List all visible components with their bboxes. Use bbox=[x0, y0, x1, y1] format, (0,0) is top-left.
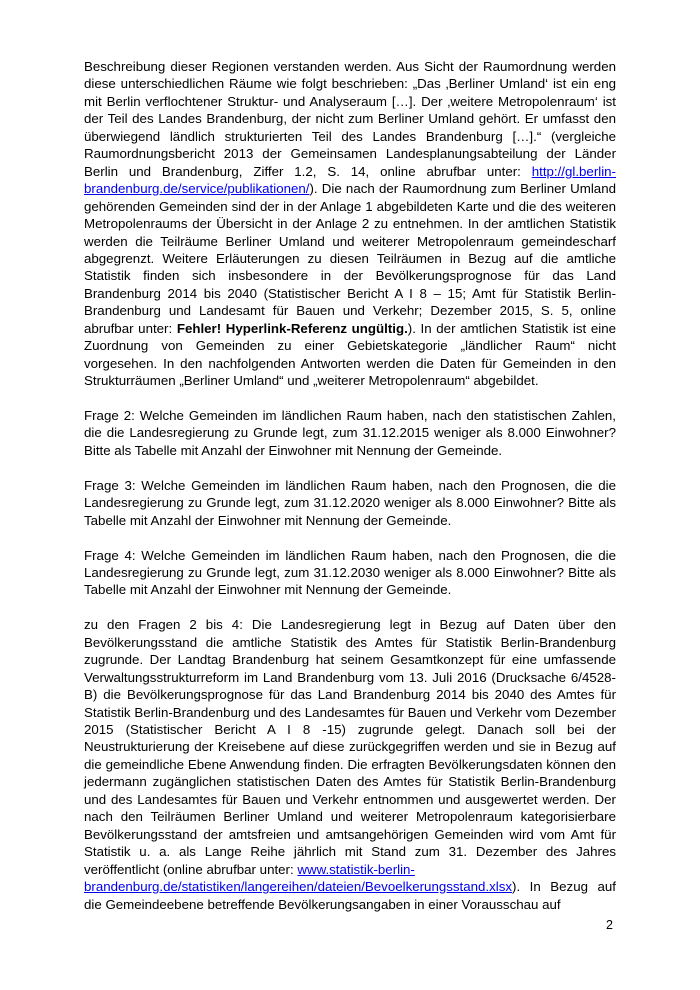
page-number: 2 bbox=[606, 918, 613, 932]
intro-text-2: ). Die nach der Raumordnung zum Berliner Umland gehörenden Gemeinden sind der in der Anlage 1 abgebildeten Karte und die des weiteren Metropolenraums der Übersicht in der Anlage 2 zu entnehmen. In der amtlichen Statistik werden die Teilräume Berliner Umland und weiterer Metropolenraum gemeindescharf abgegrenzt. Weitere Erläuterungen zu diesen Teilräumen in Bezug auf die amtliche Statistik finden sich insbesondere in der Bevölkerungsprognose für das Land Brandenburg 2014 bis 2040 (Statistischer Bericht A I 8 – 15; Amt für Statistik Berlin-Brandenburg und Landesamt für Bauen und Verkehr; Dezember 2015, S. 5, online abrufbar unter: bbox=[84, 181, 616, 336]
publikationen-link[interactable]: http://gl.berlin-brandenburg.de/service/publikationen/ bbox=[84, 163, 616, 197]
answer-text-2: ). In Bezug auf die Gemeindeebene betreffende Bevölkerungsangaben in einer Vorausschau auf bbox=[84, 879, 616, 912]
intro-paragraph bbox=[84, 58, 616, 390]
statistik-link-part-1[interactable]: www.statistik-berlin- bbox=[297, 861, 415, 877]
intro-text-3: ). In der amtlichen Statistik ist eine Zuordnung von Gemeinden zu einer Gebietskategorie „ländlicher Raum“ nicht vorgesehen. In den nachfolgenden Antworten werden die Daten für Gemeinden in den Strukturräumen „Berliner Umland“ und „weiterer Metropolenraum“ abgebildet. bbox=[84, 320, 616, 389]
hyperlink-error-text: Fehler! Hyperlink-Referenz ungültig. bbox=[176, 320, 408, 336]
statistik-link-part-2[interactable]: brandenburg.de/statistiken/langereihen/dateien/Bevoelkerungsstand.xlsx bbox=[84, 879, 513, 895]
question-3: Frage 3: Welche Gemeinden im ländlichen Raum haben, nach den Prognosen, die die Landesregierung zu Grunde legt, zum 31.12.2020 weniger als 8.000 Einwohner? Bitte als Tabelle mit Anzahl der Einwohner mit Nennung der Gemeinde. bbox=[84, 477, 616, 528]
question-4: Frage 4: Welche Gemeinden im ländlichen Raum haben, nach den Prognosen, die die Landesregierung zu Grunde legt, zum 31.12.2030 weniger als 8.000 Einwohner? Bitte als Tabelle mit Anzahl der Einwohner mit Nennung der Gemeinde. bbox=[84, 547, 616, 598]
answer-text-1: zu den Fragen 2 bis 4: Die Landesregierung legt in Bezug auf Daten über den Bevölkerungsstand die amtliche Statistik des Amtes für Statistik Berlin-Brandenburg zugrunde. Der Landtag Brandenburg hat seinem Gesamtkonzept für eine umfassende Verwaltungsstrukturreform im Land Brandenburg vom 13. Juli 2016 (Drucksache 6/4528-B) die Bevölkerungsprognose für das Land Brandenburg 2014 bis 2040 des Amtes für Statistik Berlin-Brandenburg und des Landesamtes für Bauen und Verkehr vom Dezember 2015 (Statistischer Bericht A I 8 -15) zugrunde gelegt. Danach soll bei der Neustrukturierung der Kreisebene auf diese zurückgegriffen werden und sie in Bezug auf die gemeindliche Ebene Anwendung finden. Die erfragten Bevölkerungsdaten können den jedermann zugänglichen statistischen Daten des Amtes für Statistik Berlin-Brandenburg und des Landesamtes für Bauen und Verkehr entnommen und ausgewertet werden. Der nach den Teilräumen Berliner Umland und weiterer Metropolenraum kategorisierbare Bevölkerungsstand der amtsfreien und amtsangehörigen Gemeinden wird vom Amt für Statistik u. a. als Lange Reihe jährlich mit Stand zum 31. Dezember des Jahres veröffentlicht (online abrufbar unter: bbox=[84, 617, 616, 877]
answer-paragraph bbox=[84, 616, 616, 913]
question-2: Frage 2: Welche Gemeinden im ländlichen Raum haben, nach den statistischen Zahlen, die die Landesregierung zu Grunde legt, zum 31.12.2015 weniger als 8.000 Einwohner? Bitte als Tabelle mit Anzahl der Einwohner mit Nennung der Gemeinde. bbox=[84, 408, 616, 458]
intro-text-1: Beschreibung dieser Regionen verstanden werden. Aus Sicht der Raumordnung werden diese unterschiedlichen Räume wie folgt beschrieben: „Das ‚Berliner Umland‘ ist ein eng mit Berlin verflochtener Struktur- und Analyseraum […]. Der ‚weitere Metropolenraum‘ ist der Teil des Landes Brandenburg, der nicht zum Berliner Umland gehört. Er umfasst den überwiegend ländlich strukturierten Teil des Landes Brandenburg […].“ (vergleiche Raumordnungsbericht 2013 der Gemeinsamen Landesplanungsabteilung der Länder Berlin und Brandenburg, Ziffer 1.2, S. 14, online abrufbar unter: bbox=[84, 59, 616, 179]
page-content bbox=[84, 58, 616, 930]
